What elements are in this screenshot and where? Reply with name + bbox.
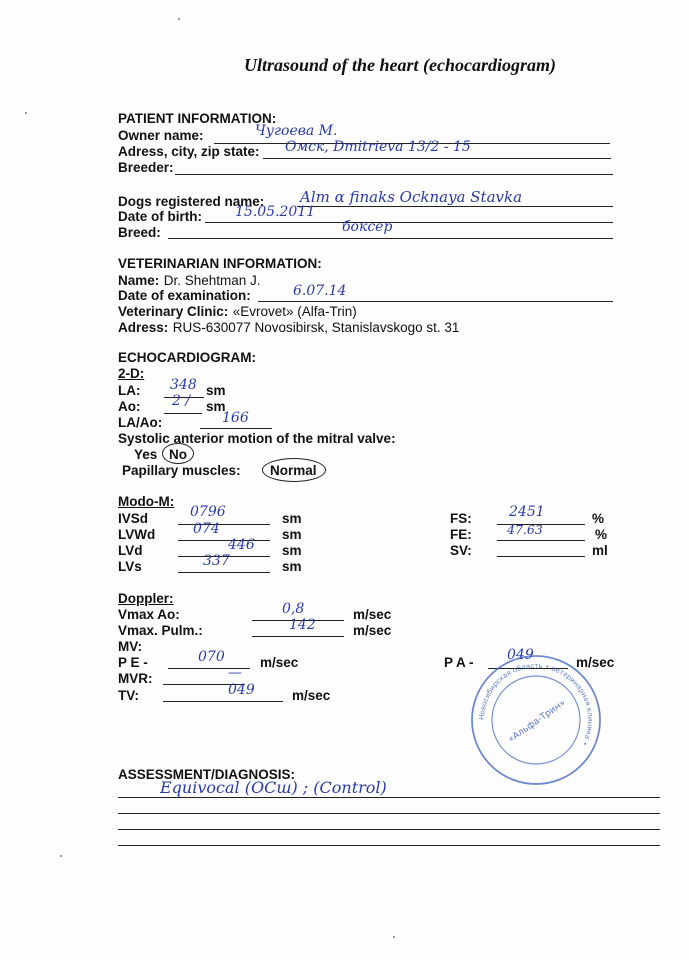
dob-value: 15.05.2011 xyxy=(235,204,316,220)
fe-line xyxy=(497,540,585,541)
ivsd-line xyxy=(178,524,270,525)
vmax-ao-value: 0,8 xyxy=(282,601,305,617)
breeder-line xyxy=(175,174,613,175)
vmax-pulm-line xyxy=(252,636,344,637)
lvd-unit: sm xyxy=(282,543,302,558)
lvwd-label: LVWd xyxy=(118,527,156,542)
modem-heading: Modo-M: xyxy=(118,494,175,509)
mvr-value: — xyxy=(228,665,242,681)
laao-line xyxy=(200,428,272,429)
yes-option: Yes xyxy=(134,447,158,462)
exam-date-label: Date of examination: xyxy=(118,288,251,303)
lvwd-line xyxy=(178,540,270,541)
tv-line xyxy=(163,701,283,702)
lvs-unit: sm xyxy=(282,559,302,574)
breed-value: боксер xyxy=(342,219,393,235)
ao-value: 2 / xyxy=(172,393,191,409)
mvr-label: MVR: xyxy=(118,671,153,686)
scan-speck xyxy=(25,112,27,114)
laao-label: LA/Ao: xyxy=(118,415,163,430)
fs-unit: % xyxy=(592,511,605,526)
address-label: Adress, city, zip state: xyxy=(118,144,260,159)
scan-speck xyxy=(60,855,62,857)
pa-label: P A - xyxy=(444,655,474,670)
ao-line xyxy=(164,413,202,414)
mv-label: MV: xyxy=(118,639,143,654)
lvwd-unit: sm xyxy=(282,527,302,542)
vet-name-label: Name: xyxy=(118,273,160,288)
vmax-pulm-label: Vmax. Pulm.: xyxy=(118,623,203,638)
ivsd-value: 0796 xyxy=(190,504,226,520)
la-unit: sm xyxy=(206,383,226,398)
exam-date-line xyxy=(258,301,613,302)
assessment-value: Equivocal (ОСш) ; (Control) xyxy=(160,778,387,797)
doppler-heading: Doppler: xyxy=(118,591,174,606)
tv-unit: m/sec xyxy=(292,688,331,703)
assessment-line-1 xyxy=(118,797,660,798)
dob-line xyxy=(205,222,613,223)
stamp-center-text: «Альфа-Трин» xyxy=(506,698,568,746)
sv-unit: ml xyxy=(592,543,608,558)
lvd-label: LVd xyxy=(118,543,143,558)
vet-heading: VETERINARIAN INFORMATION: xyxy=(118,256,322,271)
fe-value: 47.63 xyxy=(507,522,543,537)
fs-value: 2451 xyxy=(509,504,545,520)
address-line xyxy=(263,158,611,159)
lvs-value: 337 xyxy=(203,553,230,569)
pa-value: 049 xyxy=(507,647,534,663)
fs-label: FS: xyxy=(450,511,472,526)
tv-label: TV: xyxy=(118,688,140,703)
lvs-label: LVs xyxy=(118,559,142,574)
la-label: LA: xyxy=(118,383,141,398)
lvs-line xyxy=(178,572,270,573)
vmax-pulm-value: 142 xyxy=(289,617,316,633)
owner-value: Чугоева М. xyxy=(255,123,338,139)
assessment-line-4 xyxy=(118,845,660,846)
lvwd-value: 074 xyxy=(193,521,220,537)
dog-name-line xyxy=(297,206,613,207)
dog-name-value: Alm α finaks Ocknaya Stavka xyxy=(300,188,523,206)
ao-unit: sm xyxy=(206,399,226,414)
vmax-ao-unit: m/sec xyxy=(353,607,392,622)
lvd-value: 446 xyxy=(228,537,255,553)
laao-value: 166 xyxy=(222,410,249,426)
pe-unit: m/sec xyxy=(260,655,299,670)
sam-label: Systolic anterior motion of the mitral valve: xyxy=(118,431,396,446)
pe-label: P E - xyxy=(118,655,148,670)
fe-unit: % xyxy=(595,527,608,542)
vet-adress-value: RUS-630077 Novosibirsk, Stanislavskogo st. 31 xyxy=(172,320,460,335)
assessment-line-3 xyxy=(118,829,660,830)
dob-label: Date of birth: xyxy=(118,209,202,224)
scan-speck xyxy=(178,18,180,20)
vmax-ao-label: Vmax Ao: xyxy=(118,607,180,622)
owner-label: Owner name: xyxy=(118,128,204,143)
sv-label: SV: xyxy=(450,543,472,558)
la-value: 348 xyxy=(170,377,197,393)
scan-speck xyxy=(393,936,395,938)
sv-line xyxy=(497,556,585,557)
ivsd-unit: sm xyxy=(282,511,302,526)
breed-line xyxy=(168,238,613,239)
vet-adress-label: Adress: xyxy=(118,320,169,335)
clinic-value: «Evrovet» (Alfa-Trin) xyxy=(232,304,357,319)
no-option: No xyxy=(169,447,187,462)
ao-label: Ao: xyxy=(118,399,141,414)
breed-label: Breed: xyxy=(118,225,161,240)
vet-adress-row xyxy=(118,319,459,337)
vmax-pulm-unit: m/sec xyxy=(353,623,392,638)
clinic-label: Veterinary Clinic: xyxy=(118,304,229,319)
clinic-stamp xyxy=(466,650,606,790)
two-d-label: 2-D: xyxy=(118,366,145,381)
echo-heading: ECHOCARDIOGRAM: xyxy=(118,350,256,365)
papillary-value: Normal xyxy=(270,463,317,478)
patient-heading: PATIENT INFORMATION: xyxy=(118,111,277,126)
vet-name-value: Dr. Shehtman J. xyxy=(163,273,261,288)
fe-label: FE: xyxy=(450,527,472,542)
stamp-ring-text: Новосибирская область • ветеринарная клиника • xyxy=(477,661,595,748)
exam-date-value: 6.07.14 xyxy=(293,283,347,299)
pa-unit: m/sec xyxy=(576,655,615,670)
address-value: Омск, Dmitrieva 13/2 - 15 xyxy=(285,139,471,155)
assessment-heading: ASSESSMENT/DIAGNOSIS: xyxy=(118,767,296,782)
papillary-label: Papillary muscles: xyxy=(122,463,241,478)
assessment-line-2 xyxy=(118,813,660,814)
breeder-label: Breeder: xyxy=(118,160,174,175)
ivsd-label: IVSd xyxy=(118,511,149,526)
pe-value: 070 xyxy=(198,649,225,665)
document-title: Ultrasound of the heart (echocardiogram) xyxy=(244,55,557,75)
dog-name-label: Dogs registered name: xyxy=(118,194,265,209)
tv-value: 049 xyxy=(228,682,255,698)
